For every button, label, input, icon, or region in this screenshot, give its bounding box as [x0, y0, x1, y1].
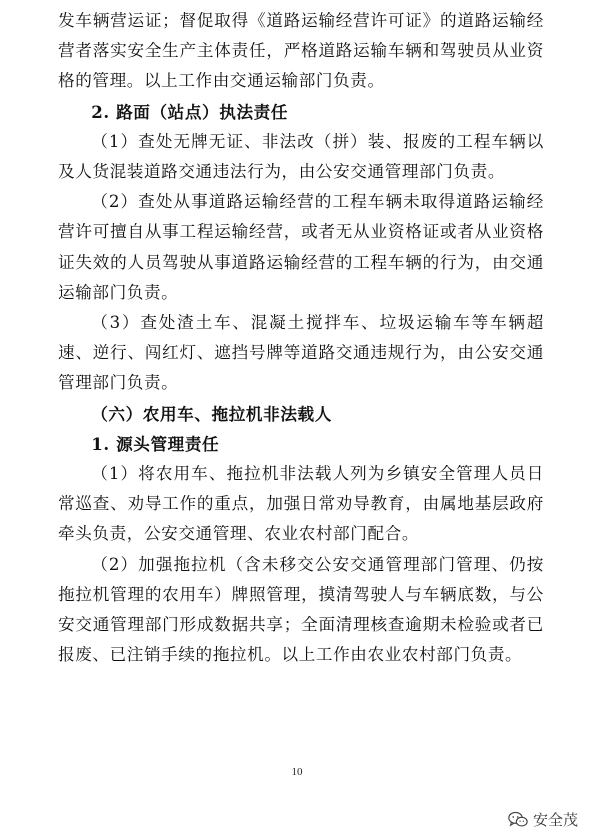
paragraph: （1）将农用车、拖拉机非法载人列为乡镇安全管理人员日常巡查、劝导工作的重点，加强日常劝导教育，由属地基层政府牵头负责，公安交通管理、农业农村部门配合。	[58, 464, 544, 544]
subsection-heading: 1. 源头管理责任	[91, 433, 220, 454]
paragraph: （2）加强拖拉机（含未移交公安交通管理部门管理、仍按拖拉机管理的农用车）牌照管理，摸清驾驶人与车辆底数，与公安交通管理部门形成数据共享；全面清理核查逾期未检验或者已报废、已注销手续的拖拉机。以上工作由农业农村部门负责。	[58, 554, 544, 665]
watermark-text: 安全茂	[532, 811, 578, 829]
paragraph: 发车辆营运证；督促取得《道路运输经营许可证》的道路运输经营者落实安全生产主体责任，严格道路运输车辆和驾驶员从业资格的管理。以上工作由交通运输部门负责。	[58, 11, 544, 91]
paragraph: （2）查处从事道路运输经营的工程车辆未取得道路运输经营许可擅自从事工程运输经营，或者无从业资格证或者从业资格证失效的人员驾驶从事道路运输经营的工程车辆的行为，由交通运输部门负责。	[58, 192, 544, 302]
section-heading: （六）农用车、拖拉机非法载人	[91, 403, 332, 424]
watermark	[508, 809, 578, 830]
wechat-icon	[508, 811, 528, 828]
section-heading: 2. 路面（站点）执法责任	[91, 101, 289, 122]
paragraph: （3）查处渣土车、混凝土搅拌车、垃圾运输车等车辆超速、逆行、闯红灯、遮挡号牌等道路交通违规行为，由公安交通管理部门负责。	[58, 313, 544, 393]
page-number: 10	[291, 766, 303, 778]
paragraph: （1）查处无牌无证、非法改（拼）装、报废的工程车辆以及人货混装道路交通违法行为，由公安交通管理部门负责。	[58, 131, 544, 182]
document-body	[58, 6, 544, 670]
